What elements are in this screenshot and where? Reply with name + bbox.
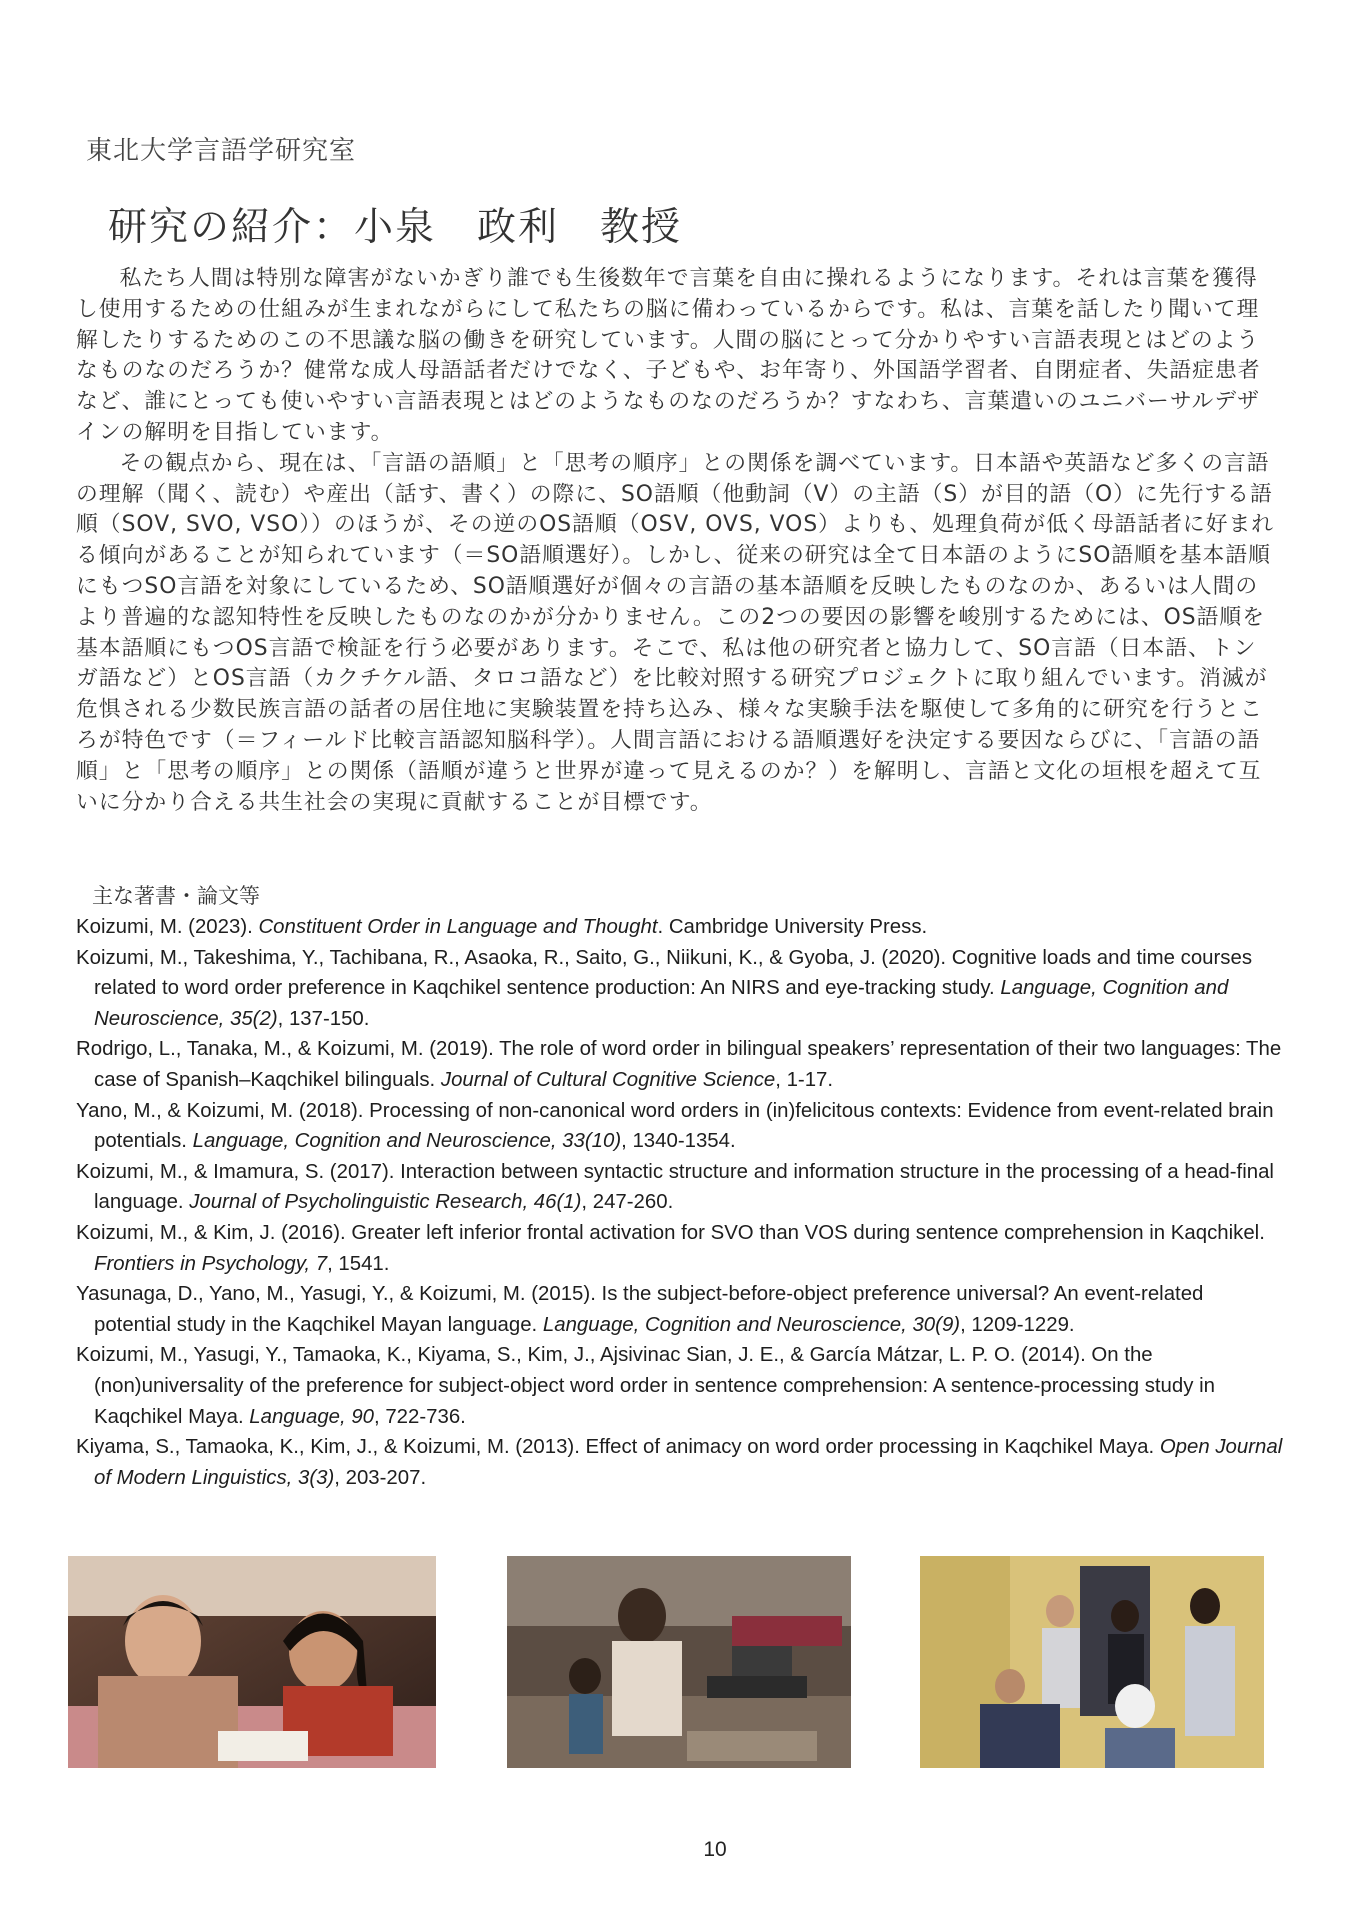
- publication-item: Koizumi, M., & Kim, J. (2016). Greater left inferior frontal activation for SVO than VOS during sentence comprehension in Kaqchikel. Frontiers in Psychology, 7, 1541.: [76, 1221, 1265, 1275]
- page-title: 研究の紹介：小泉 政利 教授: [108, 205, 683, 250]
- photo-child-reading: [68, 1556, 436, 1768]
- publication-list: [76, 912, 1286, 1493]
- lab-name: 東北大学言語学研究室: [86, 136, 357, 166]
- intro-paragraph-2: その観点から、現在は、「言語の語順」と「思考の順序」との関係を調べています。日本語や英語など多くの言語の理解（聞く、読む）や産出（話す、書く）の際に、SO語順（他動詞（V）の主語（S）が目的語（O）に先行する語順（SOV, SVO, VSO））のほうが、その逆のOS語順（OSV, OVS, VOS）よりも、処理負荷が低く母語話者に好まれる傾向があることが知られています（＝SO語順選好）。しかし、従来の研究は全て日本語のようにSO語順を基本語順にもつSO言語を対象にしているため、SO語順選好が個々の言語の基本語順を反映したものなのか、あるいは人間のより普遍的な認知特性を反映したものなのかが分かりません。この2つの要因の影響を峻別するためには、OS語順を基本語順にもつOS言語で検証を行う必要があります。そこで、私は他の研究者と協力して、SO言語（日本語、トンガ語など）とOS言語（カクチケル語、タロコ語など）を比較対照する研究プロジェクトに取り組んでいます。消滅が危惧される少数民族言語の話者の居住地に実験装置を持ち込み、様々な実験手法を駆使して多角的に研究を行うところが特色です（＝フィールド比較言語認知脳科学）。人間言語における語順選好を決定する要因ならびに、「言語の語順」と「思考の順序」との関係（語順が違うと世界が違って見えるのか？）を解明し、言語と文化の垣根を超えて互いに分かり合える共生社会の実現に貢献することが目標です。: [76, 450, 1275, 815]
- publication-item: Yasunaga, D., Yano, M., Yasugi, Y., & Koizumi, M. (2015). Is the subject-before-object preference universal? An event-related potential study in the Kaqchikel Mayan language. Language, Cognition and Neuroscience, 30(9), 1209-1229.: [76, 1283, 1204, 1336]
- research-intro: [76, 264, 1276, 818]
- publication-item: Koizumi, M., Takeshima, Y., Tachibana, R., Asaoka, R., Saito, G., Niikuni, K., & Gyoba, J. (2020). Cognitive loads and time courses related to word order preference in Kaqchikel sentence production: An NIRS and eye-tracking study. Language, Cognition and Neuroscience, 35(2), 137-150.: [76, 946, 1253, 1030]
- page-number: 10: [703, 1838, 727, 1861]
- publication-item: Koizumi, M. (2023). Constituent Order in Language and Thought. Cambridge University Press.: [76, 916, 928, 938]
- intro-paragraph-1: 私たち人間は特別な障害がないかぎり誰でも生後数年で言葉を自由に操れるようになります。それは言葉を獲得し使用するための仕組みが生まれながらにして私たちの脳に備わっているからです。私は、言葉を話したり聞いて理解したりするためのこの不思議な脳の働きを研究しています。人間の脳にとって分かりやすい言語表現とはどのようなものなのだろうか？健常な成人母語話者だけでなく、子どもや、お年寄り、外国語学習者、自閉症者、失語症患者など、誰にとっても使いやすい言語表現とはどのようなものなのだろうか？すなわち、言葉遣いのユニバーサルデザインの解明を目指しています。: [76, 266, 1261, 445]
- publication-item: Koizumi, M., Yasugi, Y., Tamaoka, K., Kiyama, S., Kim, J., Ajsivinac Sian, J. E., & García Mátzar, L. P. O. (2014). On the (non)universality of the preference for subject-object word order in sentence comprehension: A sentence-processing study in Kaqchikel Maya. Language, 90, 722-736.: [76, 1344, 1215, 1428]
- publication-item: Rodrigo, L., Tanaka, M., & Koizumi, M. (2019). The role of word order in bilingual speakers’ representation of their two languages: The case of Spanish–Kaqchikel bilinguals. Journal of Cultural Cognitive Science, 1-17.: [76, 1038, 1282, 1091]
- publication-item: Yano, M., & Koizumi, M. (2018). Processing of non-canonical word orders in (in)felicitous contexts: Evidence from event-related brain potentials. Language, Cognition and Neuroscience, 33(10), 1340-1354.: [76, 1099, 1274, 1153]
- photo-field-experiment: [507, 1556, 851, 1768]
- publication-item: Kiyama, S., Tamaoka, K., Kim, J., & Koizumi, M. (2013). Effect of animacy on word order processing in Kaqchikel Maya. Open Journal of Modern Linguistics, 3(3), 203-207.: [76, 1436, 1283, 1489]
- photo-eeg-session: [920, 1556, 1264, 1768]
- publications-heading: 主な著書・論文等: [92, 884, 260, 908]
- publication-item: Koizumi, M., & Imamura, S. (2017). Interaction between syntactic structure and information structure in the processing of a head-final language. Journal of Psycholinguistic Research, 46(1), 247-260.: [76, 1160, 1274, 1214]
